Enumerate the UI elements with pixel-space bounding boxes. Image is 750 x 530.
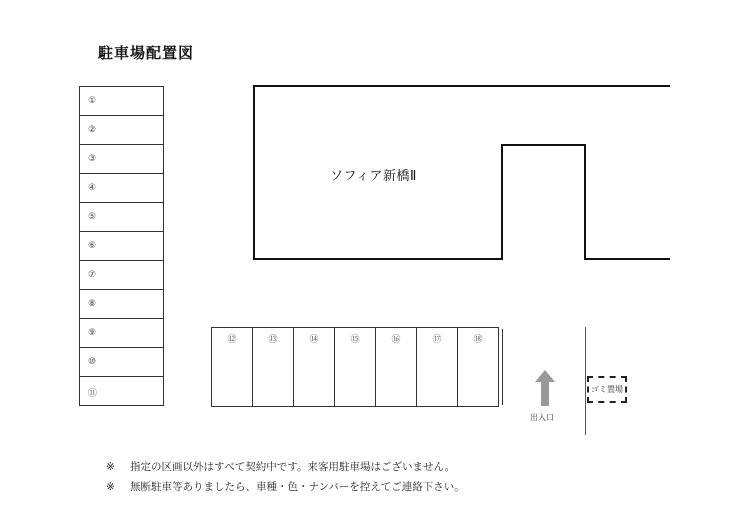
slot-number: ②	[88, 125, 97, 135]
slot-number: ⑬	[268, 335, 278, 345]
slot-number: ⑪	[88, 389, 98, 399]
road-edge-left	[502, 329, 503, 405]
slot-number: ⑭	[309, 335, 319, 345]
parking-row-bottom	[211, 327, 499, 407]
parking-slot	[335, 328, 376, 406]
note-text: 指定の区画以外はすべて契約中です。来客用駐車場はございません。	[130, 461, 456, 473]
parking-slot	[376, 328, 417, 406]
slot-number: ⑯	[391, 335, 401, 345]
slot-number: ⑩	[88, 357, 97, 367]
slot-number: ⑰	[432, 335, 442, 345]
slot-number: ①	[88, 96, 97, 106]
note-item	[106, 477, 465, 497]
note-mark: ※	[106, 481, 115, 493]
slot-number: ⑫	[227, 335, 237, 345]
note-text: 無断駐車等ありましたら、車種・色・ナンバーを控えてご連絡下さい。	[130, 481, 465, 493]
map-title: 駐車場配置図	[98, 44, 195, 62]
parking-slot	[212, 328, 253, 406]
slot-number: ⑱	[473, 335, 483, 345]
garbage-area	[587, 376, 627, 403]
slot-number: ③	[88, 154, 97, 164]
parking-slot	[294, 328, 335, 406]
slot-number: ⑤	[88, 212, 97, 222]
notes	[106, 457, 465, 497]
parking-slot	[458, 328, 499, 406]
arrow-up-icon	[535, 370, 555, 406]
slot-number: ⑨	[88, 328, 97, 338]
entrance-label: 出入口	[530, 413, 554, 422]
road-edge-right	[585, 327, 586, 435]
note-mark: ※	[106, 461, 115, 473]
slot-number: ④	[88, 183, 97, 193]
note-item	[106, 457, 465, 477]
slot-number: ⑮	[350, 335, 360, 345]
slot-number: ⑦	[88, 270, 97, 280]
slot-number: ⑧	[88, 299, 97, 309]
garbage-label: ゴミ置場	[591, 385, 623, 394]
slot-number: ⑥	[88, 241, 97, 251]
building-name: ソフィア新橋Ⅱ	[330, 169, 417, 184]
parking-slot	[253, 328, 294, 406]
parking-slot	[417, 328, 458, 406]
